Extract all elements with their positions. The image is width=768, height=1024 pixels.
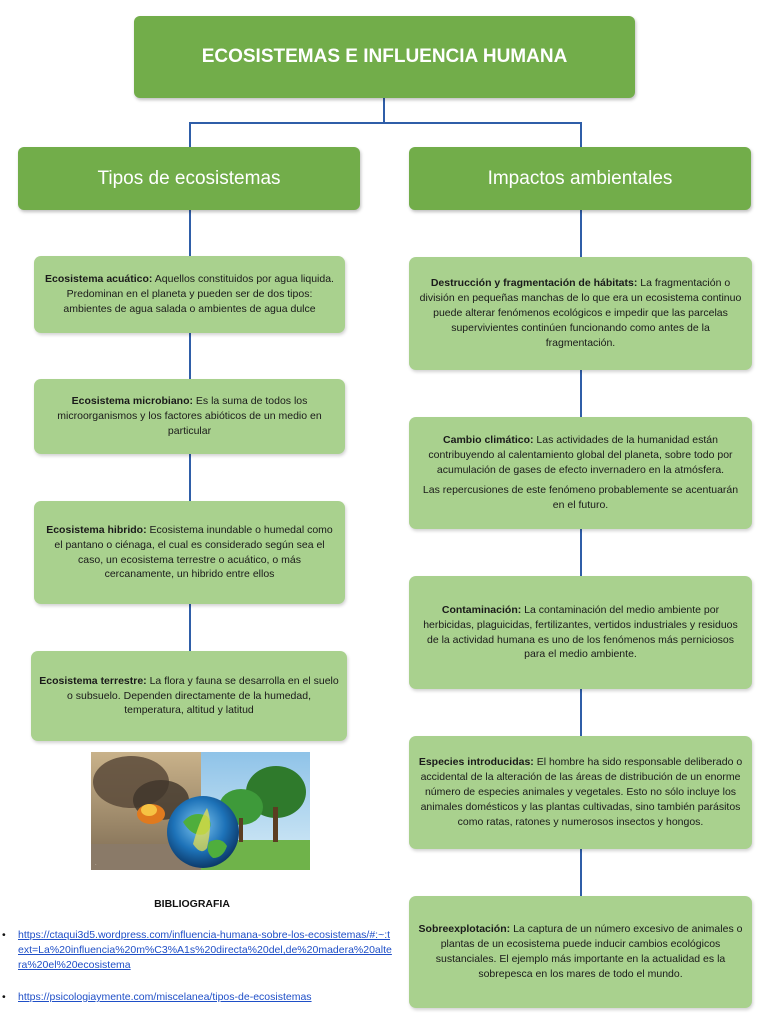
impact-term: Contaminación: xyxy=(441,603,522,616)
ecosystem-hybrid-box xyxy=(34,501,345,604)
ecosystem-term: Ecosistema microbiano: xyxy=(71,395,193,408)
impact-description: El hombre ha sido responsable deliberado o accidental de la alteración de las áreas de distribución de un enorme número de especies animales y vegetales. Esto no sólo incluye los animales domésticos y las plantas cultivadas, sino también parásitos como ratas, ratones y numerosos insectos y hongos. xyxy=(420,756,743,828)
impact-description: La fragmentación o división en pequeñas manchas de lo que era un ecosistema continuo puede alterar fenómenos ecológicos e impedir que las parcelas supervivientes continúen funcionando como antes de la fragmentación. xyxy=(419,277,742,349)
right-heading-box xyxy=(409,147,751,210)
human-influence-illustration xyxy=(91,752,310,870)
impact-habitat-destruction-box xyxy=(409,257,752,370)
svg-text:·: · xyxy=(95,862,97,868)
ecosystem-description: Aquellos constituidos por agua liquida. Predominan en el planeta y pueden ser de dos tipos: ambientes de agua salada o ambientes de agua dulce xyxy=(63,273,334,315)
impact-description: La contaminación del medio ambiente por herbicidas, plaguicidas, fertilizantes, vertidos industriales y residuos de la actividad humana es uno de los fenómenos más perniciosos para el medio ambiente. xyxy=(423,603,738,661)
connector-left-drop xyxy=(189,122,191,147)
bibliography-title: BIBLIOGRAFIA xyxy=(154,898,230,910)
impact-description: La captura de un número excesivo de animales o plantas de un ecosistema puede inducir cambios ecológicos sustanciales. El ejemplo más importante en la actualidad es la sobrepesca en los mares de todo el mundo. xyxy=(435,923,743,980)
ecosystem-aquatic-box xyxy=(34,256,345,333)
ecosystem-terrestrial-box xyxy=(31,651,347,741)
impact-pollution-box xyxy=(409,576,752,689)
left-heading-box xyxy=(18,147,360,210)
connector-title-stem xyxy=(383,98,385,123)
right-heading: Impactos ambientales xyxy=(487,167,673,189)
illustration-svg xyxy=(91,752,310,870)
page-title: ECOSISTEMAS E INFLUENCIA HUMANA xyxy=(201,46,568,67)
bullet-icon: • xyxy=(2,929,6,941)
bullet-icon: • xyxy=(2,991,6,1003)
left-heading: Tipos de ecosistemas xyxy=(97,167,281,189)
bibliography-entry xyxy=(2,990,394,1005)
impact-description: Las actividades de la humanidad están contribuyendo al calentamiento global del planeta, sobre todo por acumulación de gases de efecto invernadero en la atmósfera. xyxy=(428,433,733,476)
ecosystem-microbial-box xyxy=(34,379,345,454)
impact-extra-note: Las repercusiones de este fenómeno probablemente se acentuarán en el futuro. xyxy=(422,484,739,512)
connector-horizontal xyxy=(189,122,581,124)
bibliography-link[interactable]: https://ctaqui3d5.wordpress.com/influencia-humana-sobre-los-ecosistemas/#:~:text=La%20influencia%20m%C3%A1s%20directa%20del,de%20madera%20altera%20el%20ecosistema xyxy=(18,929,392,972)
impact-term: Destrucción y fragmentación de hábitats: xyxy=(430,277,638,290)
impact-term: Cambio climático: xyxy=(443,433,534,446)
ecosystem-term: Ecosistema terrestre: xyxy=(39,674,147,687)
ecosystem-term: Ecosistema hibrido: xyxy=(46,523,147,536)
ecosystem-description: La flora y fauna se desarrolla en el suelo o subsuelo. Dependen directamente de la humedad, temperatura, altitud y latitud xyxy=(66,674,339,717)
impact-climate-change-box xyxy=(409,417,752,529)
ecosystem-description: Ecosistema inundable o humedal como el pantano o ciénaga, el cual es considerado según sea el caso, un ecosistema terrestre o acuático, o más cercanamente, un hibrido entre ellos xyxy=(54,523,333,581)
connector-right-drop xyxy=(580,122,582,147)
bibliography-entry xyxy=(2,928,394,974)
impact-overexploitation-box xyxy=(409,896,752,1008)
title-box xyxy=(134,16,635,98)
impact-introduced-species-box xyxy=(409,736,752,849)
impact-term: Sobreexplotación: xyxy=(418,923,511,936)
impact-term: Especies introducidas: xyxy=(418,756,534,769)
bibliography-link[interactable]: https://psicologiaymente.com/miscelanea/tipos-de-ecosistemas xyxy=(18,991,312,1003)
ecosystem-description: Es la suma de todos los microorganismos y los factores abióticos de un medio en particular xyxy=(57,395,322,437)
ecosystem-term: Ecosistema acuático: xyxy=(45,273,153,286)
